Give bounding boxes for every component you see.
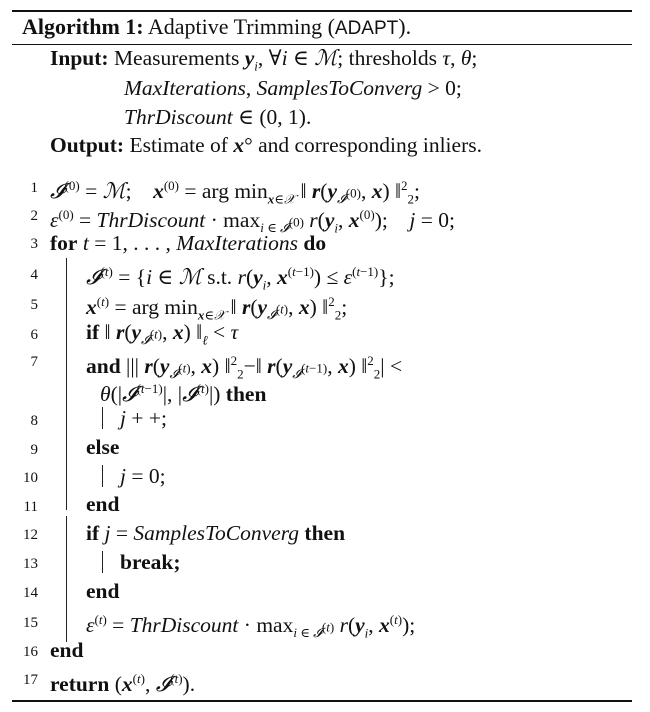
code-line-9: else <box>86 435 120 459</box>
code-line-16: end <box>50 638 84 662</box>
line-number: 3 <box>30 236 38 252</box>
line-number: 13 <box>23 556 38 572</box>
output-label: Output: <box>50 133 125 157</box>
code-line-5: $x^{(t)}$ = arg $\min_{x\in 𝒳}$ ‖ $r(y_{𝓘^{(t)}}$, x) ‖$^2_2$; <box>86 294 348 323</box>
code-line-12: if j = SamplesToConverg then <box>86 521 346 545</box>
code-line-14: end <box>86 579 120 603</box>
code-line-2: $\varepsilon^{(0)}$ = ThrDiscount · $\max_{i \in 𝓘^{(0)}} r(y_i$, $x^{(0)}$); j = 0; <box>50 207 455 236</box>
line-number: 6 <box>30 327 38 343</box>
line-number: 5 <box>30 297 38 313</box>
line-number: 1 <box>30 180 38 196</box>
line-number: 11 <box>23 499 38 515</box>
line-number: 14 <box>23 585 38 601</box>
algorithm-caption: Algorithm 1: Adaptive Trimming (ADAPT). <box>22 14 412 39</box>
line-number: 8 <box>30 413 38 429</box>
line-number: 16 <box>23 644 38 660</box>
line-number: 2 <box>30 208 38 224</box>
line-number: 12 <box>23 527 38 543</box>
code-line-13: break; <box>120 550 181 574</box>
code-line-6: if ‖ $r(y_{𝓘^{(t)}}$, x) $‖_\ell < \tau$ <box>86 320 239 348</box>
code-line-7: and ||| $r(y_{𝓘^{(t)}}$, x) ‖$^2_2$−‖ $r(y_{𝓘^{(t-1)}}$, x) ‖$^2_2$| < <box>86 353 403 382</box>
line-number: 9 <box>30 442 38 458</box>
input-label: Input: <box>50 46 109 70</box>
input-line-2: MaxIterations, SamplesToConverg > 0; <box>124 76 462 100</box>
line-number: 4 <box>30 267 38 283</box>
input-line-3: ThrDiscount ∈ (0, 1). <box>124 105 312 129</box>
algorithm-abbrev: ADAPT <box>334 18 399 39</box>
bottom-rule <box>12 700 632 702</box>
code-line-3: for t = 1, . . . , MaxIterations do <box>50 231 327 255</box>
code-line-10: j = 0; <box>120 464 166 488</box>
else-block-bar <box>102 465 103 487</box>
output-line: Output: Estimate of x° and corresponding inliers. <box>50 133 482 157</box>
line-number: 10 <box>23 470 38 486</box>
code-line-1: 𝓘$^{(0)}$ = ℳ; $x^{(0)}$ = arg $\min_{x\in 𝒳}$ ‖ $r(y_{𝓘^{(0)}}$, x) ‖$^2_2$; <box>50 178 421 207</box>
for-loop-block-bar-2 <box>66 516 67 642</box>
for-loop-block-bar <box>66 258 67 510</box>
if-block-bar <box>102 407 103 429</box>
code-line-15: $\varepsilon^{(t)}$ = ThrDiscount · $\max_{i \in 𝓘^{(t)}} r(y_i$, $x^{(t)}$); <box>86 612 416 641</box>
algorithm-title: Adaptive Trimming <box>147 14 323 39</box>
code-line-17: return ($x^{(t)}$, 𝓘$^{(t)}$). <box>50 671 196 697</box>
line-number: 7 <box>30 354 38 370</box>
input-line-1: Input: Measurements $y_i$, ∀i ∈ ℳ; thresholds τ, θ; <box>50 46 478 74</box>
code-line-11: end <box>86 492 120 516</box>
if-block-bar-2 <box>102 551 103 573</box>
code-line-8: j + +; <box>120 406 167 430</box>
code-line-4: 𝓘$^{(t)}$ = {i ∈ ℳ s.t. $r(y_i$, $x^{(t-1)}) \le \varepsilon^{(t-1)}$}; <box>86 264 395 293</box>
code-line-7-cont: θ(|𝓘$^{(t-1)}$|, |𝓘$^{(t)}$|) then <box>100 381 267 407</box>
algorithm-label: Algorithm 1: <box>22 14 144 39</box>
line-number: 17 <box>23 672 38 688</box>
line-number: 15 <box>23 615 38 631</box>
